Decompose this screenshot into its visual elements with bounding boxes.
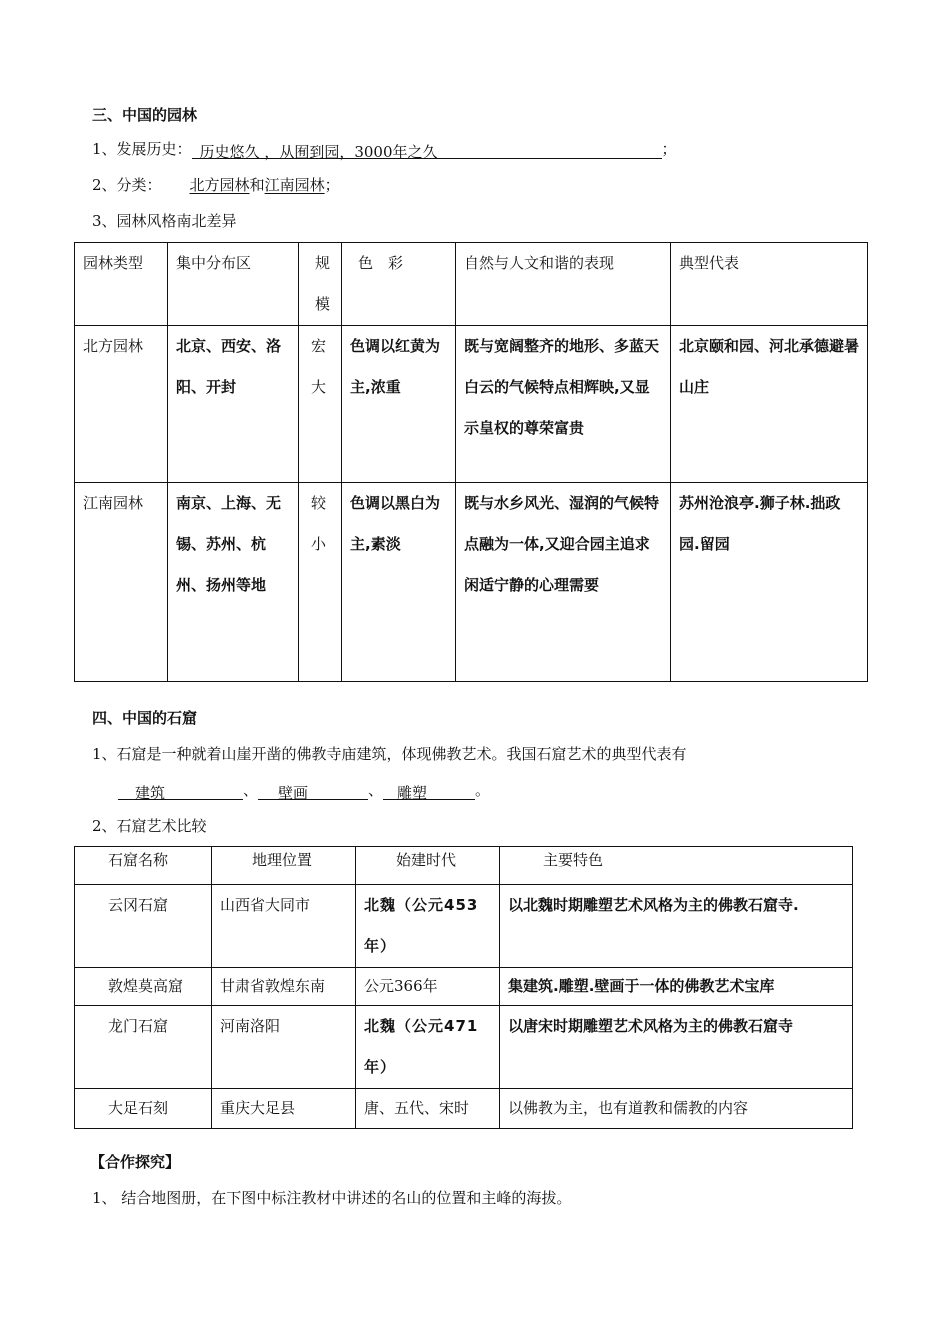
garden-style-heading: 3、园林风格南北差异 — [92, 212, 237, 230]
location-cell: 重庆大足县 — [220, 1099, 296, 1117]
grotto-table-header — [75, 847, 853, 885]
answer-blank — [258, 782, 368, 800]
history-answer: 历史悠久 ，从囿到园，3000年之久 — [199, 143, 438, 161]
era-cell: 公元366年 — [364, 977, 438, 995]
header-grotto-name: 石窟名称 — [108, 851, 169, 869]
representative-cell: 北京颐和园、河北承德避暑山庄 — [679, 337, 860, 396]
end-mark: 。 — [475, 781, 491, 799]
answer-sculpture: 雕塑 — [397, 784, 428, 802]
distribution-cell: 北京、西安、洛阳、开封 — [176, 337, 282, 396]
location-cell: 河南洛阳 — [220, 1017, 281, 1035]
answer-blank — [383, 782, 475, 800]
representative-cell: 苏州沧浪亭.狮子林.拙政园.留园 — [679, 494, 841, 553]
and-text: 和 — [249, 176, 265, 194]
table-row — [75, 1006, 853, 1089]
cooperation-task: 1、 结合地图册，在下图中标注教材中讲述的名山的位置和主峰的海拔。 — [92, 1189, 572, 1207]
section4-title: 四、中国的石窟 — [92, 709, 198, 727]
table-row — [75, 483, 868, 682]
history-suffix: ； — [661, 140, 677, 158]
feature-cell: 以北魏时期雕塑艺术风格为主的佛教石窟寺. — [508, 896, 799, 914]
north-garden-answer: 北方园林 — [189, 176, 250, 194]
location-cell: 山西省大同市 — [220, 896, 311, 914]
grotto-answers-line — [118, 779, 490, 800]
era-cell: 北魏（公元471年） — [364, 1017, 479, 1076]
header-color: 色 彩 — [358, 254, 404, 272]
header-feature: 主要特色 — [543, 851, 604, 869]
cooperation-title: 【合作探究】 — [90, 1153, 181, 1171]
separator: 、 — [368, 781, 384, 799]
garden-table — [74, 242, 868, 682]
table-row — [75, 326, 868, 483]
classification-suffix: ； — [324, 176, 340, 194]
feature-cell: 以唐宋时期雕塑艺术风格为主的佛教石窟寺 — [508, 1017, 794, 1035]
grotto-name-cell: 云冈石窟 — [108, 896, 169, 914]
header-era: 始建时代 — [396, 851, 457, 869]
answer-murals: 壁画 — [278, 784, 309, 802]
table-row — [75, 968, 853, 1006]
garden-type-cell: 江南园林 — [83, 494, 144, 512]
section3-title: 三、中国的园林 — [92, 106, 198, 124]
location-cell: 甘肃省敦煌东南 — [220, 977, 326, 995]
table-row — [75, 1089, 853, 1129]
distribution-cell: 南京、上海、无锡、苏州、杭州、扬州等地 — [176, 494, 282, 594]
color-cell: 色调以红黄为主,浓重 — [350, 337, 441, 396]
header-location: 地理位置 — [252, 851, 313, 869]
scale-cell: 较小 — [311, 494, 327, 553]
feature-cell: 以佛教为主，也有道教和儒教的内容 — [508, 1099, 749, 1117]
garden-table-header — [75, 243, 868, 326]
grotto-name-cell: 龙门石窟 — [108, 1017, 169, 1035]
grotto-compare-heading: 2、石窟艺术比较 — [92, 817, 207, 835]
header-distribution: 集中分布区 — [176, 254, 252, 272]
era-cell: 唐、五代、宋时 — [364, 1099, 470, 1117]
header-scale: 规模 — [315, 254, 331, 313]
history-answer-blank — [192, 141, 662, 159]
grotto-table — [74, 846, 853, 1129]
grotto-name-cell: 敦煌莫高窟 — [108, 977, 184, 995]
harmony-cell: 既与宽阔整齐的地形、多蓝天白云的气候特点相辉映,又显示皇权的尊荣富贵 — [464, 337, 660, 437]
answer-blank — [118, 782, 243, 800]
color-cell: 色调以黑白为主,素淡 — [350, 494, 441, 553]
era-cell: 北魏（公元453年） — [364, 896, 479, 955]
grotto-name-cell: 大足石刻 — [108, 1099, 169, 1117]
history-line — [92, 138, 677, 159]
history-label: 1、发展历史： — [92, 140, 192, 158]
table-row — [75, 885, 853, 968]
header-harmony: 自然与人文和谐的表现 — [464, 254, 615, 272]
feature-cell: 集建筑.雕塑.壁画于一体的佛教艺术宝库 — [508, 977, 775, 995]
header-garden-type: 园林类型 — [83, 254, 144, 272]
answer-architecture: 建筑 — [135, 784, 166, 802]
header-representative: 典型代表 — [679, 254, 740, 272]
classification-label: 2、分类： — [92, 176, 162, 194]
scale-cell: 宏大 — [311, 337, 327, 396]
separator: 、 — [243, 781, 259, 799]
south-garden-answer: 江南园林 — [264, 176, 325, 194]
classification-line — [92, 174, 340, 195]
grotto-intro: 1、石窟是一种就着山崖开凿的佛教寺庙建筑，体现佛教艺术。我国石窟艺术的典型代表有 — [92, 745, 687, 763]
garden-type-cell: 北方园林 — [83, 337, 144, 355]
harmony-cell: 既与水乡风光、湿润的气候特点融为一体,又迎合园主追求闲适宁静的心理需要 — [464, 494, 660, 594]
